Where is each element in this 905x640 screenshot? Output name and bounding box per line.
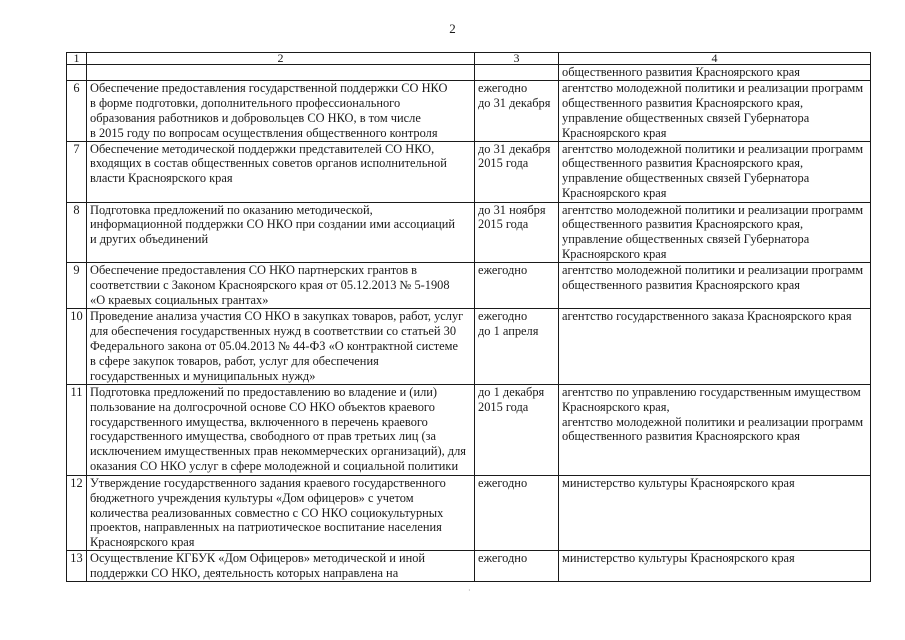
responsible-cell-line: Красноярского края (562, 186, 667, 201)
deadline-cell-line: ежегодно (478, 475, 528, 490)
responsible-cell (559, 384, 871, 475)
table-header-row (67, 53, 871, 65)
responsible-cell-line: агентство молодежной политики и реализации программ (562, 141, 864, 156)
deadline-cell-line: до 31 ноября (478, 202, 546, 217)
task-cell-line: исключением имущественных прав некоммерческих организаций), для (90, 444, 466, 459)
responsible-cell-line: управление общественных связей Губернатора (562, 232, 810, 247)
task-cell-line: Обеспечение предоставления СО НКО партнерских грантов в (90, 263, 418, 278)
task-cell-line: Обеспечение методической поддержки представителей СО НКО, (90, 141, 435, 156)
table-row (67, 263, 871, 309)
responsible-cell (559, 475, 871, 551)
task-cell-line: пользование на долгосрочной основе СО НКО объектов краевого (90, 399, 435, 414)
deadline-cell (475, 475, 559, 551)
row-number: 9 (67, 263, 87, 309)
task-cell (87, 475, 475, 551)
task-cell-line: Подготовка предложений по предоставлению во владение и (или) (90, 384, 438, 399)
task-cell-line: государственных и муниципальных нужд» (90, 368, 316, 383)
responsible-cell-line: агентство молодежной политики и реализации программ (562, 80, 864, 95)
row-number: 8 (67, 202, 87, 263)
measures-table (66, 52, 871, 582)
deadline-cell (475, 202, 559, 263)
row-number: 6 (67, 80, 87, 141)
row-number: 13 (67, 551, 87, 582)
deadline-cell-line: до 31 декабря (478, 141, 551, 156)
table-row (67, 80, 871, 141)
responsible-cell (559, 65, 871, 81)
task-cell-line: соответствии с Законом Красноярского края от 05.12.2013 № 5-1908 (90, 278, 450, 293)
task-cell-line: и других объединений (90, 232, 209, 247)
task-cell-line: для обеспечения государственных нужд в соответствии со статьей 30 (90, 324, 457, 339)
task-cell (87, 309, 475, 385)
task-cell-line: государственного имущества, свободного от прав третьих лиц (за (90, 429, 436, 444)
table-row (67, 202, 871, 263)
row-number: 12 (67, 475, 87, 551)
task-cell-line: Красноярского края (90, 535, 195, 550)
task-cell-line: власти Красноярского края (90, 171, 233, 186)
deadline-cell-line: ежегодно (478, 309, 528, 324)
responsible-cell (559, 202, 871, 263)
deadline-cell-line: ежегодно (478, 551, 528, 566)
table-row (67, 475, 871, 551)
deadline-cell-line: до 31 декабря (478, 95, 551, 110)
deadline-cell (475, 384, 559, 475)
task-cell (87, 384, 475, 475)
responsible-cell-line: агентство молодежной политики и реализации программ (562, 263, 864, 278)
deadline-cell-line: ежегодно (478, 80, 528, 95)
column-header-task: 2 (87, 53, 475, 65)
task-cell (87, 80, 475, 141)
task-cell-line: государственного имущества, включенного в перечень краевого (90, 414, 428, 429)
task-cell-line: Проведение анализа участия СО НКО в закупках товаров, работ, услуг (90, 309, 464, 324)
table-row (67, 309, 871, 385)
deadline-cell-line: 2015 года (478, 156, 529, 171)
responsible-cell-line: общественного развития Красноярского края, (562, 156, 804, 171)
deadline-cell (475, 141, 559, 202)
responsible-cell-line: агентство молодежной политики и реализации программ (562, 414, 864, 429)
deadline-cell (475, 65, 559, 81)
row-number: 10 (67, 309, 87, 385)
responsible-cell-line: Красноярского края, (562, 399, 670, 414)
table-row (67, 141, 871, 202)
task-cell-line: информационной поддержки СО НКО при создании ими ассоциаций (90, 217, 455, 232)
responsible-cell-line: агентство по управлению государственным имуществом (562, 384, 861, 399)
table-row (67, 384, 871, 475)
task-cell-line: количества реализованных совместно с СО НКО социокультурных (90, 505, 444, 520)
task-cell-line: в форме подготовки, дополнительного профессионального (90, 95, 401, 110)
deadline-cell (475, 80, 559, 141)
table-row (67, 551, 871, 582)
responsible-cell-line: министерство культуры Красноярского края (562, 551, 795, 566)
responsible-cell (559, 141, 871, 202)
responsible-cell-line: общественного развития Красноярского края, (562, 95, 804, 110)
task-cell-line: в сфере закупок товаров, работ, услуг для обеспечения (90, 353, 379, 368)
task-cell-line: в 2015 году по вопросам осуществления общественного контроля (90, 125, 438, 140)
column-header-number: 1 (67, 53, 87, 65)
deadline-cell-line: 2015 года (478, 217, 529, 232)
responsible-cell-line: общественного развития Красноярского края (562, 65, 800, 79)
task-cell-line: проектов, направленных на патриотическое воспитание населения (90, 520, 442, 535)
responsible-cell-line: агентство государственного заказа Красноярского края (562, 309, 852, 324)
deadline-cell-line: до 1 апреля (478, 324, 539, 339)
row-number (67, 65, 87, 81)
responsible-cell-line: управление общественных связей Губернатора (562, 110, 810, 125)
task-cell-line: бюджетного учреждения культуры «Дом офицеров» с учетом (90, 490, 414, 505)
responsible-cell-line: министерство культуры Красноярского края (562, 475, 795, 490)
row-number: 7 (67, 141, 87, 202)
task-cell-line: Обеспечение предоставления государственной поддержки СО НКО (90, 80, 448, 95)
task-cell-line: Подготовка предложений по оказанию методической, (90, 202, 373, 217)
task-cell-line: образования работников и добровольцев СО НКО, в том числе (90, 110, 421, 125)
responsible-cell-line: общественного развития Красноярского края (562, 429, 800, 444)
deadline-cell (475, 263, 559, 309)
task-cell (87, 263, 475, 309)
deadline-cell-line: ежегодно (478, 263, 528, 278)
task-cell (87, 141, 475, 202)
responsible-cell-line: Красноярского края (562, 247, 667, 262)
responsible-cell (559, 80, 871, 141)
deadline-cell-line: 2015 года (478, 399, 529, 414)
responsible-cell-line: Красноярского края (562, 125, 667, 140)
task-cell (87, 551, 475, 582)
responsible-cell-line: агентство молодежной политики и реализации программ (562, 202, 864, 217)
responsible-cell-line: общественного развития Красноярского края, (562, 217, 804, 232)
task-cell (87, 202, 475, 263)
task-cell-line: Федерального закона от 05.04.2013 № 44-ФЗ «О контрактной системе (90, 338, 459, 353)
column-header-responsible: 4 (559, 53, 871, 65)
task-cell-line: «О краевых социальных грантах» (90, 292, 269, 307)
task-cell-line: входящих в состав общественных советов органов исполнительной (90, 156, 447, 171)
responsible-cell (559, 551, 871, 582)
row-number: 11 (67, 384, 87, 475)
deadline-cell (475, 309, 559, 385)
task-cell-line: Осуществление КГБУК «Дом Офицеров» методической и иной (90, 551, 426, 566)
responsible-cell-line: управление общественных связей Губернатора (562, 171, 810, 186)
responsible-cell-line: общественного развития Красноярского края (562, 278, 800, 293)
deadline-cell-line: до 1 декабря (478, 384, 545, 399)
task-cell (87, 65, 475, 81)
responsible-cell (559, 309, 871, 385)
deadline-cell (475, 551, 559, 582)
scan-mark: · (468, 586, 471, 595)
column-header-deadline: 3 (475, 53, 559, 65)
task-cell-line: оказания СО НКО услуг в сфере молодежной и социальной политики (90, 459, 459, 474)
task-cell-line: поддержки СО НКО, деятельность которых направлена на (90, 566, 399, 581)
page-number: 2 (449, 21, 456, 36)
continuation-row (67, 65, 871, 81)
responsible-cell (559, 263, 871, 309)
task-cell-line: Утверждение государственного задания краевого государственного (90, 475, 446, 490)
